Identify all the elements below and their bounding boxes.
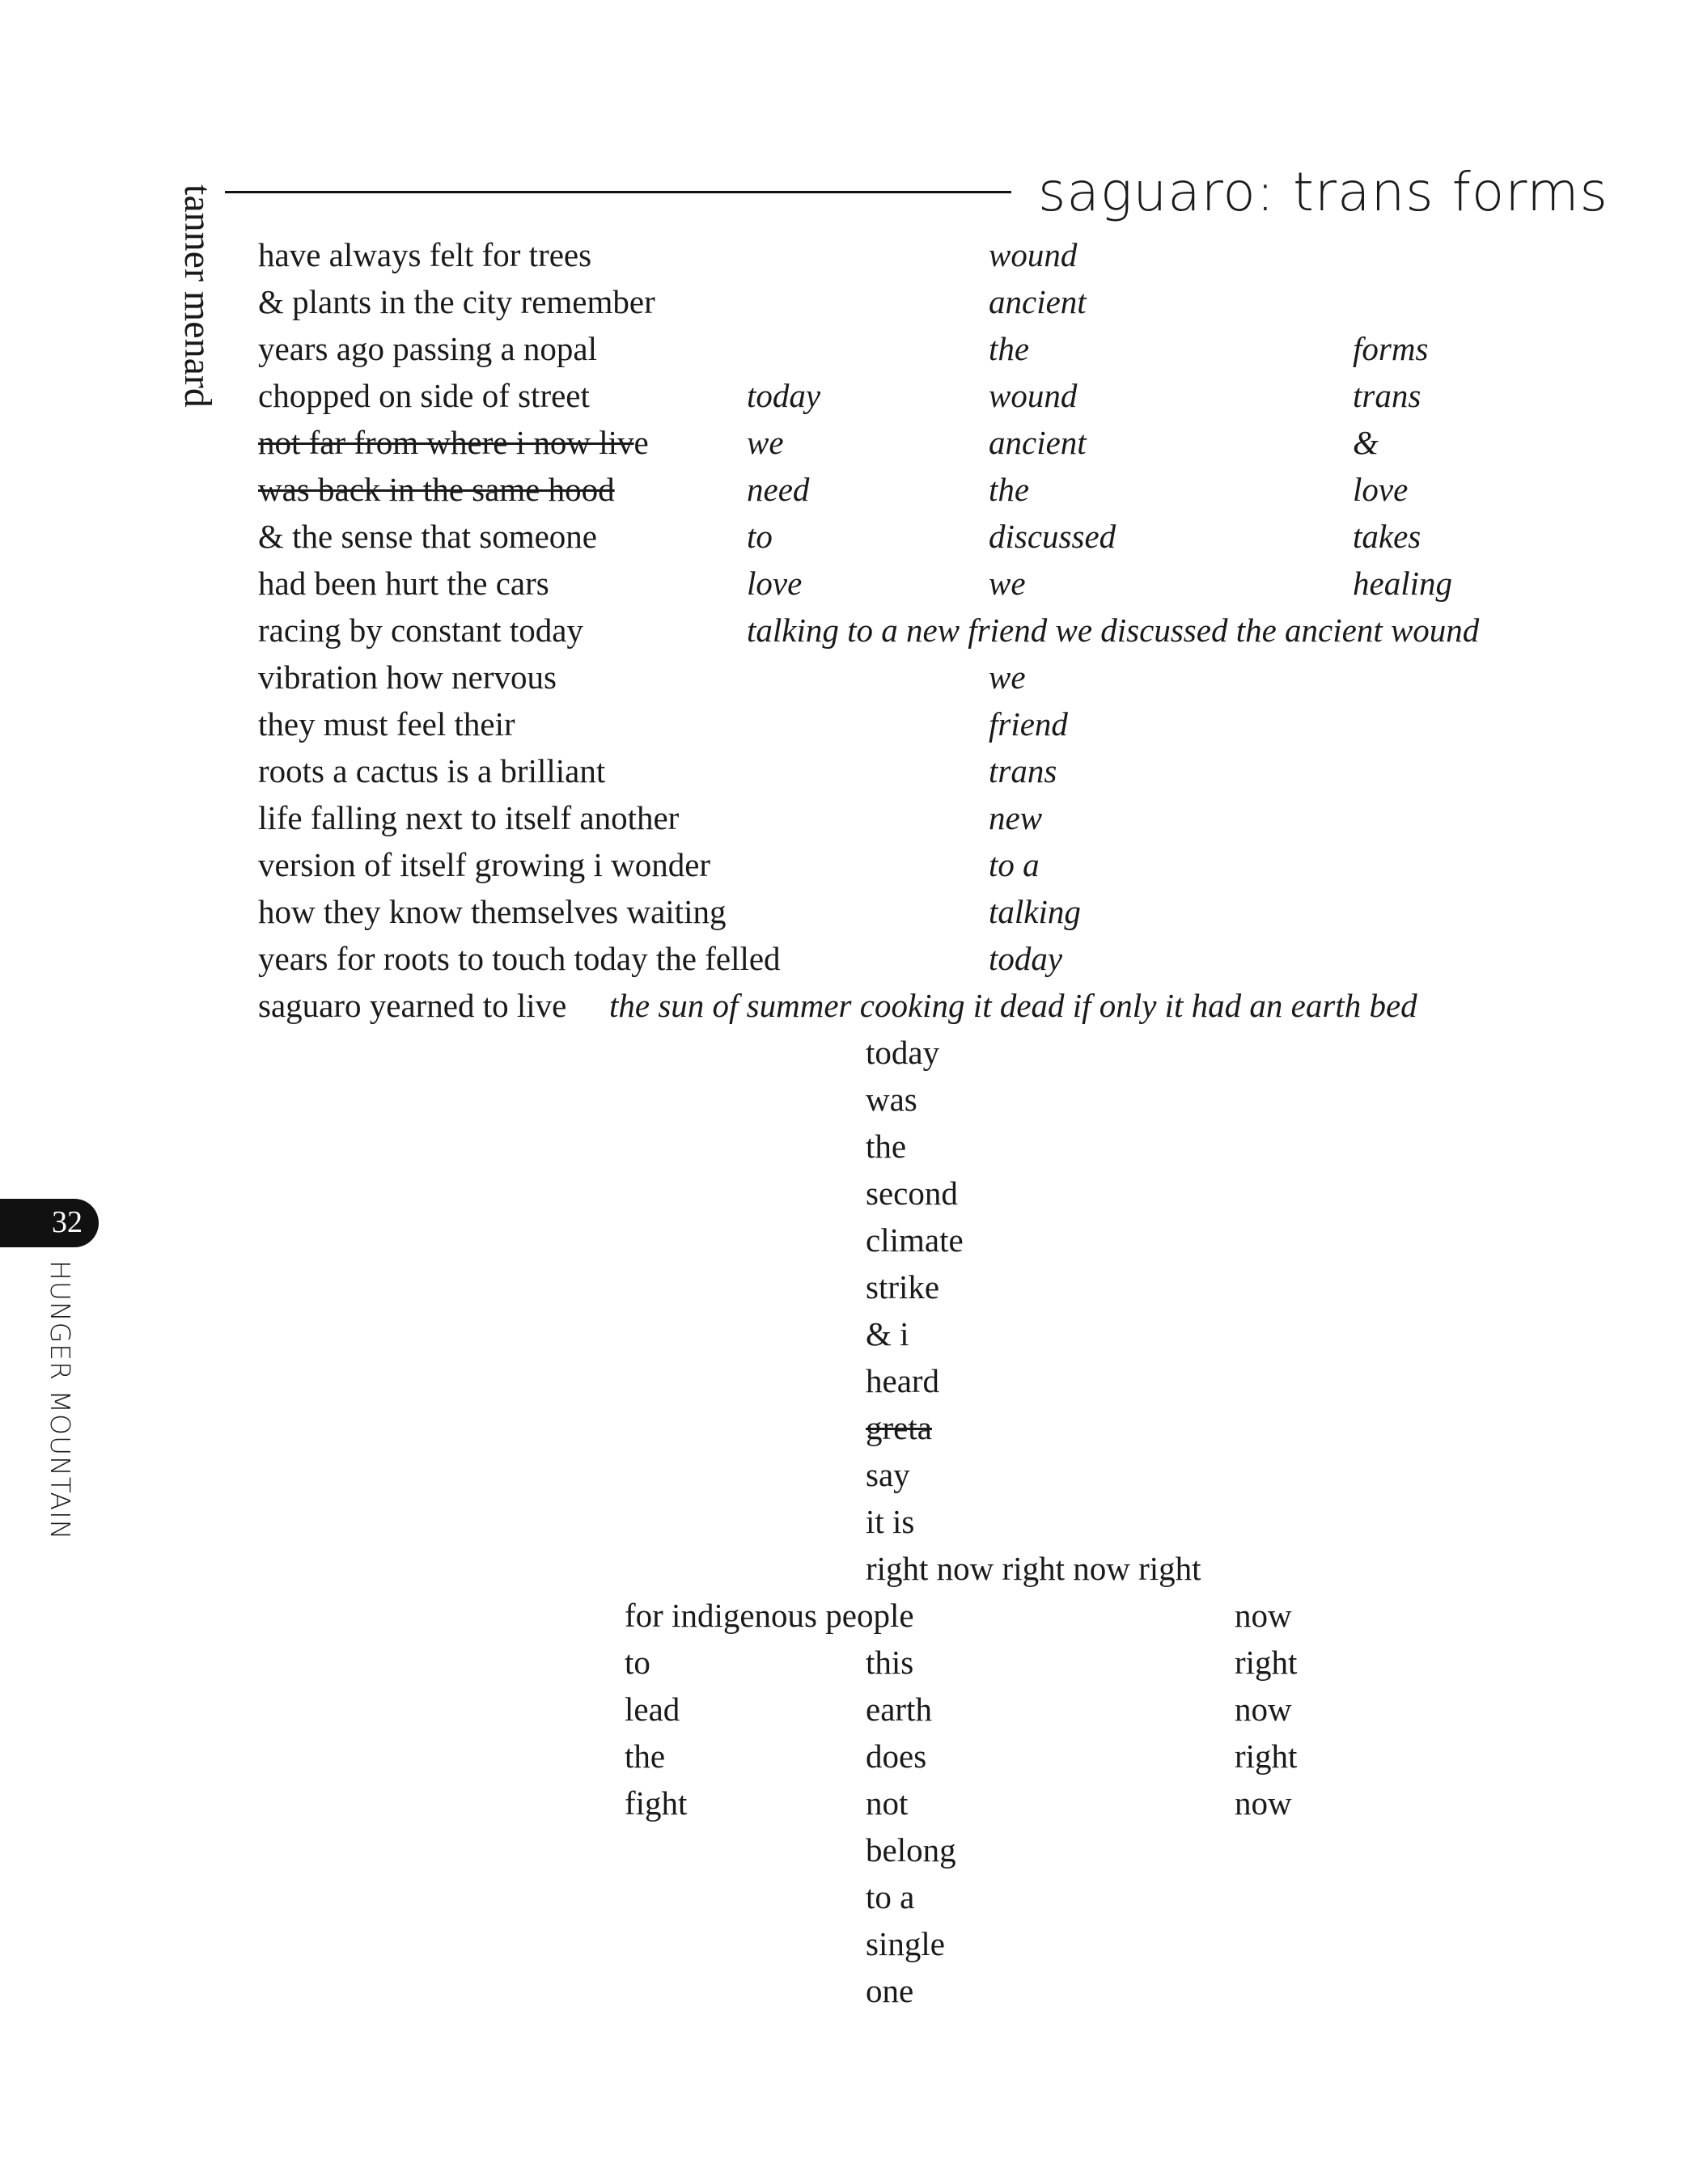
poem-line: version of itself growing i wonder — [258, 846, 711, 883]
poem-line-italic: the sun of summer cooking it dead if only it had an earth bed — [609, 987, 1417, 1024]
vertical-word: climate — [866, 1221, 964, 1259]
vertical-word: new — [989, 799, 1043, 836]
vertical-word: say — [866, 1456, 910, 1493]
vertical-word: & — [1353, 424, 1379, 461]
poem-line: racing by constant today — [258, 612, 583, 649]
page-number: 32 — [52, 1205, 83, 1239]
vertical-word: friend — [989, 705, 1068, 743]
vertical-word: now — [1235, 1784, 1292, 1822]
vertical-word: to — [747, 518, 773, 555]
vertical-word: the — [989, 471, 1030, 508]
vertical-word: forms — [1353, 330, 1429, 367]
vertical-word-struck: greta — [866, 1409, 932, 1446]
poem-line: how they know themselves waiting — [258, 893, 727, 930]
page-number-tab — [0, 1199, 99, 1247]
author-name: tanner menard — [176, 184, 219, 408]
vertical-word: today — [866, 1034, 940, 1071]
poem-line: have always felt for trees — [258, 236, 592, 273]
vertical-word: to a — [989, 846, 1040, 883]
poem-line: years for roots to touch today the felled — [258, 940, 781, 977]
vertical-word: now — [1235, 1597, 1292, 1634]
poem-line: had been hurt the cars — [258, 565, 549, 602]
vertical-word: was — [866, 1081, 917, 1118]
poem-line-struck: was back in the same hood — [258, 471, 615, 508]
vertical-word: love — [1353, 471, 1409, 508]
vertical-word: strike — [866, 1268, 940, 1306]
vertical-word: not — [866, 1784, 909, 1822]
vertical-word: single — [866, 1925, 945, 1962]
poem-line: chopped on side of street — [258, 377, 590, 414]
vertical-word: we — [747, 424, 784, 461]
poem-line: roots a cactus is a brilliant — [258, 752, 606, 789]
vertical-word: belong — [866, 1831, 956, 1869]
vertical-word: ancient — [989, 424, 1087, 461]
vertical-word: to — [625, 1644, 650, 1681]
vertical-word: today — [989, 940, 1063, 977]
poem-line: & the sense that someone — [258, 518, 598, 555]
vertical-word: takes — [1353, 518, 1421, 555]
vertical-word: for indigenous people — [625, 1597, 914, 1634]
vertical-word: healing — [1353, 565, 1452, 602]
vertical-word: right — [1235, 1737, 1298, 1775]
vertical-word: ancient — [989, 283, 1087, 320]
vertical-word: talking — [989, 893, 1081, 930]
vertical-word: we — [989, 658, 1026, 696]
trailing-letter: e — [633, 424, 649, 461]
poem-line: life falling next to itself another — [258, 799, 680, 836]
vertical-word: lead — [625, 1691, 680, 1728]
vertical-word: wound — [989, 377, 1078, 414]
vertical-word: does — [866, 1737, 927, 1775]
vertical-word: right now right now right — [866, 1550, 1201, 1587]
vertical-word: trans — [989, 752, 1057, 789]
cross-line: talking to a new friend we discussed the ancient wound — [747, 612, 1480, 649]
vertical-word: love — [747, 565, 803, 602]
vertical-word: heard — [866, 1362, 940, 1399]
vertical-word: the — [625, 1737, 666, 1775]
vertical-word: wound — [989, 236, 1078, 273]
vertical-word: fight — [625, 1784, 688, 1822]
poem-line: they must feel their — [258, 705, 515, 743]
header-rule — [225, 191, 1011, 193]
poem-line: saguaro yearned to live — [258, 987, 567, 1024]
poem-line: & plants in the city remember — [258, 283, 655, 320]
vertical-word: one — [866, 1972, 914, 2009]
vertical-word: it is — [866, 1503, 915, 1540]
vertical-word: today — [747, 377, 821, 414]
struck-text: not far from where i now liv — [258, 424, 634, 461]
vertical-word: trans — [1353, 377, 1421, 414]
vertical-word: this — [866, 1644, 914, 1681]
vertical-word: the — [989, 330, 1030, 367]
poem-line-struck — [258, 426, 649, 459]
poem-title: saguaro: trans forms — [1038, 161, 1608, 223]
vertical-word: to a — [866, 1878, 915, 1915]
vertical-word: discussed — [989, 518, 1116, 555]
vertical-word: earth — [866, 1691, 932, 1728]
poem-line: years ago passing a nopal — [258, 330, 597, 367]
vertical-word: need — [747, 471, 810, 508]
magazine-name: HUNGER MOUNTAIN — [44, 1260, 76, 1541]
vertical-word: second — [866, 1175, 958, 1212]
vertical-word: now — [1235, 1691, 1292, 1728]
vertical-word: we — [989, 565, 1026, 602]
vertical-word: & i — [866, 1315, 909, 1352]
vertical-word: the — [866, 1128, 907, 1165]
vertical-word: right — [1235, 1644, 1298, 1681]
poem-line: vibration how nervous — [258, 658, 557, 696]
